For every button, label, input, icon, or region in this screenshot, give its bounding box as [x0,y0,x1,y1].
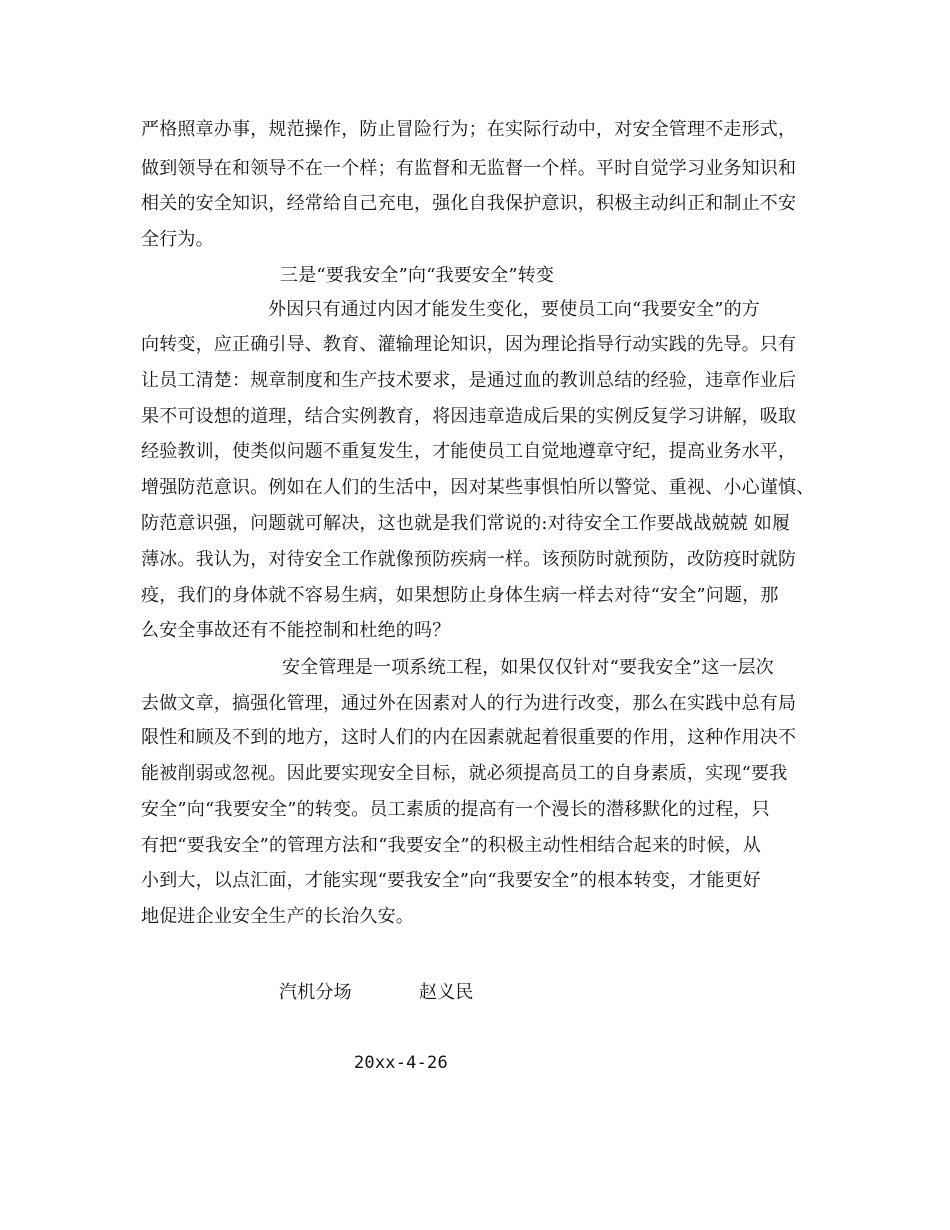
text-line: 疫，我们的身体就不容易生病，如果想防止身体生病一样去对待“安全”问题，那 [141,585,779,606]
text-line: 严格照章办事，规范操作，防止冒险行为；在实际行动中，对安全管理不走形式， [141,119,797,140]
text-line: 有把“要我安全”的管理方法和“我要安全”的积极主动性相结合起来的时候，从 [141,835,762,856]
text-line: 小到大，以点汇面，才能实现“要我安全”向“我要安全”的根本转变，才能更好 [141,870,762,891]
text-line: 外因只有通过内因才能发生变化，要使员工向“我要安全”的方 [268,299,761,320]
text-line: 薄冰。我认为，对待安全工作就像预防疾病一样。该预防时就预防，改防疫时就防 [141,549,797,570]
text-line: 安全管理是一项系统工程，如果仅仅针对“要我安全”这一层次 [282,657,775,678]
text-line: 果不可设想的道理，结合实例教育，将因违章造成后果的实例反复学习讲解，吸取 [141,406,797,427]
text-line: 安全”向“我要安全”的转变。员工素质的提高有一个漫长的潜移默化的过程，只 [141,799,770,820]
text-line: 相关的安全知识，经常给自己充电，强化自我保护意识，积极主动纠正和制止不安 [141,193,797,214]
signature-date: 20xx-4-26 [354,1053,448,1073]
signature-unit: 汽机分场 [279,982,352,1003]
text-line: 增强防范意识。例如在人们的生活中，因对某些事惧怕所以警觉、重视、小心谨慎、 [141,477,815,498]
text-line: 地促进企业安全生产的长治久安。 [141,906,414,927]
text-line: 去做文章，搞强化管理，通过外在因素对人的行为进行改变，那么在实践中总有局 [141,693,797,714]
text-line: 全行为。 [141,229,214,250]
section-heading: 三是“要我安全”向“我要安全”转变 [280,265,555,286]
text-line: 么安全事故还有不能控制和杜绝的吗？ [141,620,451,641]
signature-name: 赵义民 [419,982,474,1003]
text-line: 经验教训，使类似问题不重复发生，才能使员工自觉地遵章守纪，提高业务水平， [141,441,797,462]
text-line: 做到领导在和领导不在一个样；有监督和无监督一个样。平时自觉学习业务知识和 [141,158,797,179]
text-line: 能被削弱或忽视。因此要实现安全目标，就必须提高员工的自身素质，实现“要我 [141,763,788,784]
text-line: 向转变，应正确引导、教育、灌输理论知识，因为理论指导行动实践的先导。只有 [141,334,797,355]
text-line: 让员工清楚：规章制度和生产技术要求，是通过血的教训总结的经验，违章作业后 [141,370,797,391]
text-line: 防范意识强，问题就可解决，这也就是我们常说的:对待安全工作要战战兢兢 如履 [141,513,791,534]
text-line: 限性和顾及不到的地方，这时人们的内在因素就起着很重要的作用，这种作用决不 [141,727,797,748]
